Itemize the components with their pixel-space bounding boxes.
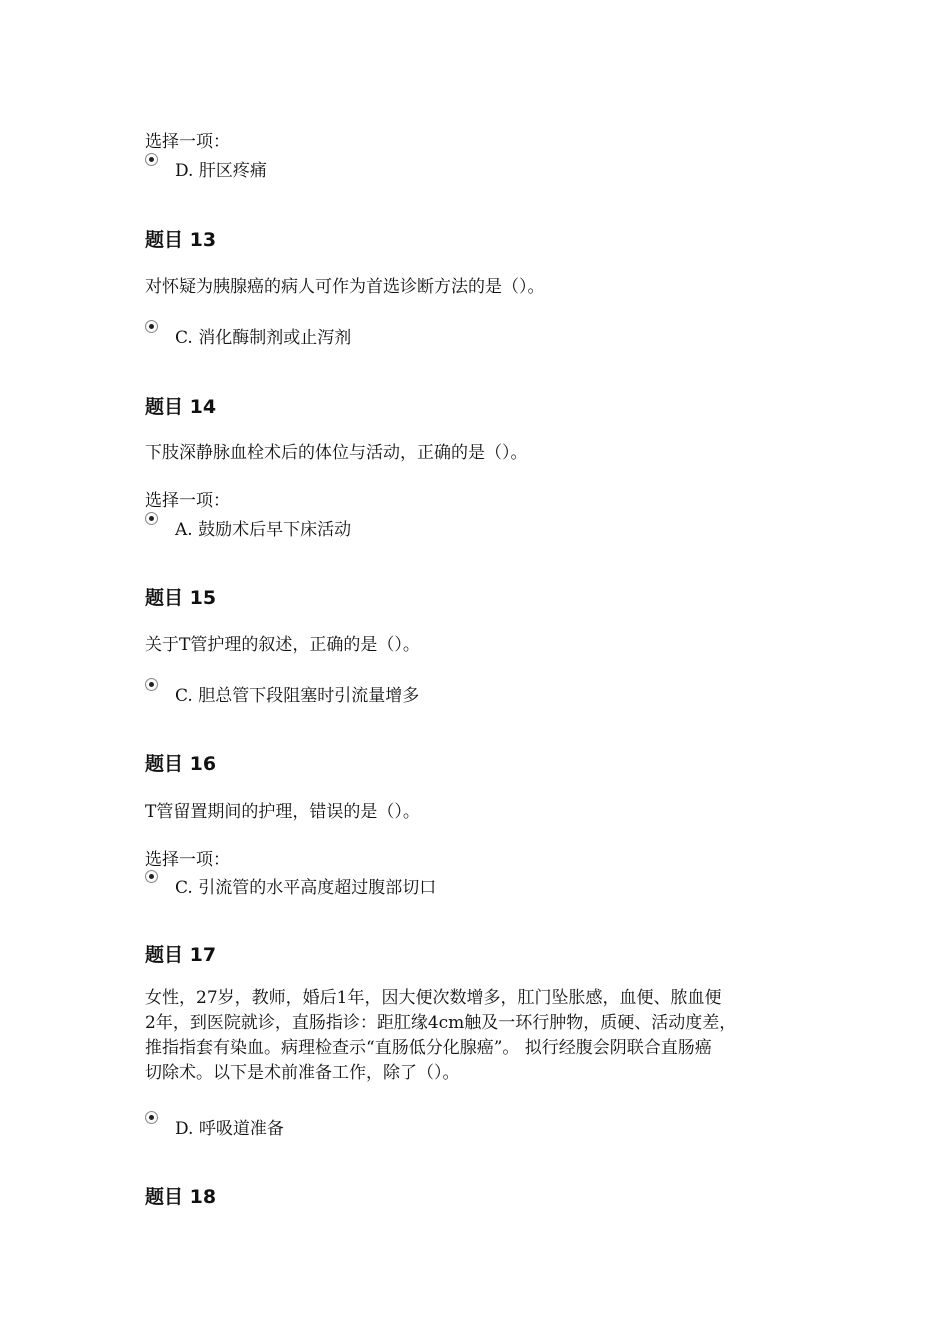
question-text-line: 2年，到医院就诊，直肠指诊：距肛缘4cm触及一环行肿物，质硬、活动度差， (145, 1013, 737, 1033)
question-text-line: 女性，27岁，教师，婚后1年，因大便次数增多，肛门坠胀感，血便、脓血便 (145, 988, 722, 1008)
question-title-16: 题目 16 (145, 753, 217, 775)
prompt-select-one: 选择一项： (145, 132, 230, 152)
radio-selected-icon[interactable] (145, 678, 158, 691)
question-text-line: 切除术。以下是术前准备工作，除了（）。 (145, 1063, 460, 1083)
question-title-15: 题目 15 (145, 587, 217, 609)
radio-selected-icon[interactable] (145, 153, 158, 166)
radio-selected-icon[interactable] (145, 320, 158, 333)
question-title-13: 题目 13 (145, 229, 217, 251)
question-text-16: T管留置期间的护理，错误的是（）。 (145, 802, 420, 822)
question-text-13: 对怀疑为胰腺癌的病人可作为首选诊断方法的是（）。 (145, 277, 545, 297)
radio-selected-icon[interactable] (145, 870, 158, 883)
question-title-14: 题目 14 (145, 396, 217, 418)
prompt-select-one: 选择一项： (145, 491, 230, 511)
option-label: A. 鼓励术后早下床活动 (175, 520, 352, 540)
question-text-17 (145, 986, 815, 1086)
option-label: C. 引流管的水平高度超过腹部切口 (175, 878, 437, 898)
question-text-line: 推指指套有染血。病理检查示“直肠低分化腺癌”。 拟行经腹会阴联合直肠癌 (145, 1038, 712, 1058)
question-text-14: 下肢深静脉血栓术后的体位与活动，正确的是（）。 (145, 443, 528, 463)
prompt-select-one: 选择一项： (145, 850, 230, 870)
radio-selected-icon[interactable] (145, 512, 158, 525)
option-label: D. 肝区疼痛 (175, 161, 267, 181)
question-title-18: 题目 18 (145, 1186, 217, 1208)
option-label: D. 呼吸道准备 (175, 1119, 284, 1139)
question-title-17: 题目 17 (145, 944, 217, 966)
question-text-15: 关于T管护理的叙述，正确的是（）。 (145, 635, 420, 655)
radio-selected-icon[interactable] (145, 1111, 158, 1124)
option-label: C. 胆总管下段阻塞时引流量增多 (175, 686, 420, 706)
option-label: C. 消化酶制剂或止泻剂 (175, 328, 352, 348)
